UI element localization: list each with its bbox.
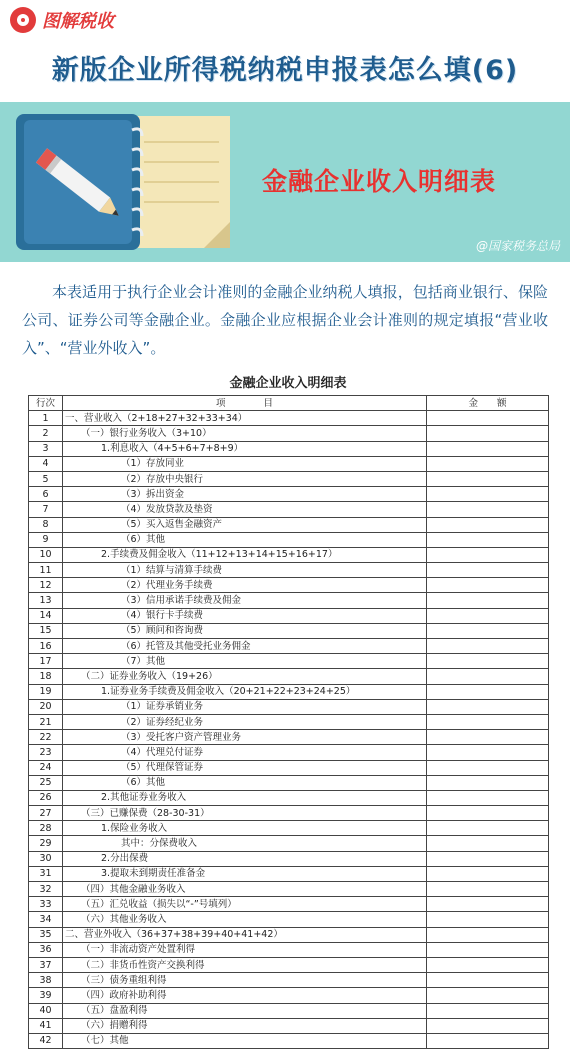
row-item: （四）其他金融业务收入 (63, 882, 427, 897)
row-amount (427, 487, 549, 502)
table-row (29, 806, 549, 821)
table-row (29, 957, 549, 972)
row-amount (427, 1003, 549, 1018)
row-number: 41 (29, 1018, 63, 1033)
row-amount (427, 730, 549, 745)
row-amount (427, 957, 549, 972)
row-item: （5）顾问和咨询费 (63, 623, 427, 638)
row-number: 6 (29, 487, 63, 502)
logo (10, 7, 114, 33)
row-number: 34 (29, 912, 63, 927)
row-number: 1 (29, 411, 63, 426)
table-row (29, 714, 549, 729)
table-row (29, 563, 549, 578)
table-body (29, 411, 549, 1049)
row-number: 17 (29, 654, 63, 669)
banner-credit: @国家税务总局 (475, 239, 560, 253)
row-number: 9 (29, 532, 63, 547)
row-amount (427, 441, 549, 456)
row-item: （一）银行业务收入（3+10） (63, 426, 427, 441)
top-bar (0, 0, 570, 42)
row-number: 8 (29, 517, 63, 532)
table-row (29, 593, 549, 608)
table-row (29, 639, 549, 654)
table-row (29, 578, 549, 593)
row-item: 其中：分保费收入 (63, 836, 427, 851)
row-item: （五）盘盈利得 (63, 1003, 427, 1018)
row-number: 5 (29, 471, 63, 486)
row-number: 2 (29, 426, 63, 441)
notebook-pencil-icon (14, 112, 234, 252)
row-item: （2）证券经纪业务 (63, 714, 427, 729)
row-item: （6）其他 (63, 532, 427, 547)
row-number: 13 (29, 593, 63, 608)
row-item: （三）已赚保费（28-30-31） (63, 806, 427, 821)
row-number: 40 (29, 1003, 63, 1018)
row-number: 15 (29, 623, 63, 638)
row-amount (427, 471, 549, 486)
row-amount (427, 851, 549, 866)
logo-circle-icon (10, 7, 36, 33)
row-item: 3.提取未到期责任准备金 (63, 866, 427, 881)
row-amount (427, 942, 549, 957)
row-amount (427, 1018, 549, 1033)
row-number: 28 (29, 821, 63, 836)
row-amount (427, 669, 549, 684)
row-amount (427, 1033, 549, 1048)
table-row (29, 821, 549, 836)
row-amount (427, 699, 549, 714)
table-row (29, 988, 549, 1003)
row-item: （1）结算与清算手续费 (63, 563, 427, 578)
row-item: （3）信用承诺手续费及佣金 (63, 593, 427, 608)
banner-subtitle: 金融企业收入明细表 (262, 167, 497, 196)
row-amount (427, 806, 549, 821)
row-number: 36 (29, 942, 63, 957)
row-amount (427, 623, 549, 638)
logo-text: 图解税收 (42, 11, 114, 32)
row-amount (427, 411, 549, 426)
row-item: （三）债务重组利得 (63, 973, 427, 988)
table-header-row (29, 396, 549, 411)
row-item: （四）政府补助利得 (63, 988, 427, 1003)
row-number: 3 (29, 441, 63, 456)
banner (0, 102, 570, 262)
table-row (29, 790, 549, 805)
row-number: 16 (29, 639, 63, 654)
table-row (29, 927, 549, 942)
row-amount (427, 517, 549, 532)
row-number: 20 (29, 699, 63, 714)
row-number: 33 (29, 897, 63, 912)
row-amount (427, 684, 549, 699)
table-row (29, 1018, 549, 1033)
row-number: 7 (29, 502, 63, 517)
row-amount (427, 578, 549, 593)
row-item: （七）其他 (63, 1033, 427, 1048)
row-number: 22 (29, 730, 63, 745)
row-item: 2.分出保费 (63, 851, 427, 866)
row-amount (427, 745, 549, 760)
row-item: （2）代理业务手续费 (63, 578, 427, 593)
row-amount (427, 912, 549, 927)
row-amount (427, 547, 549, 562)
row-item: （2）存放中央银行 (63, 471, 427, 486)
row-item: （5）代理保管证券 (63, 760, 427, 775)
table-row (29, 623, 549, 638)
row-number: 21 (29, 714, 63, 729)
row-number: 31 (29, 866, 63, 881)
row-amount (427, 836, 549, 851)
row-item: （4）代理兑付证券 (63, 745, 427, 760)
row-amount (427, 532, 549, 547)
header-item: 项 目 (63, 396, 427, 411)
table-row (29, 684, 549, 699)
row-amount (427, 973, 549, 988)
row-amount (427, 897, 549, 912)
page-title: 新版企业所得税纳税申报表怎么填(6) (51, 55, 519, 86)
table-row (29, 669, 549, 684)
row-amount (427, 866, 549, 881)
row-item: （一）非流动资产处置利得 (63, 942, 427, 957)
row-item: 2.手续费及佣金收入（11+12+13+14+15+16+17） (63, 547, 427, 562)
row-item: 2.其他证券业务收入 (63, 790, 427, 805)
row-item: （6）其他 (63, 775, 427, 790)
row-number: 42 (29, 1033, 63, 1048)
row-amount (427, 456, 549, 471)
income-table (28, 395, 549, 1049)
row-item: （六）其他业务收入 (63, 912, 427, 927)
table-row (29, 1033, 549, 1048)
row-number: 24 (29, 760, 63, 775)
table-row (29, 654, 549, 669)
row-amount (427, 639, 549, 654)
row-number: 29 (29, 836, 63, 851)
row-amount (427, 790, 549, 805)
row-item: （4）银行卡手续费 (63, 608, 427, 623)
row-item: （二）非货币性资产交换利得 (63, 957, 427, 972)
table-row (29, 441, 549, 456)
intro-paragraph: 本表适用于执行企业会计准则的金融企业纳税人填报，包括商业银行、保险公司、证券公司等金融企业。金融企业应根据企业会计准则的规定填报“营业收入”、“营业外收入”。 (22, 283, 548, 357)
income-table-section (28, 372, 548, 1049)
row-amount (427, 821, 549, 836)
table-row (29, 775, 549, 790)
row-amount (427, 760, 549, 775)
table-row (29, 973, 549, 988)
row-amount (427, 593, 549, 608)
table-row (29, 730, 549, 745)
row-amount (427, 608, 549, 623)
table-row (29, 456, 549, 471)
row-item: 一、营业收入（2+18+27+32+33+34） (63, 411, 427, 426)
row-item: 1.保险业务收入 (63, 821, 427, 836)
row-item: （4）发放贷款及垫资 (63, 502, 427, 517)
table-row (29, 517, 549, 532)
row-amount (427, 563, 549, 578)
row-item: （1）证券承销业务 (63, 699, 427, 714)
table-row (29, 411, 549, 426)
row-item: （3）拆出资金 (63, 487, 427, 502)
row-number: 35 (29, 927, 63, 942)
table-row (29, 502, 549, 517)
row-number: 25 (29, 775, 63, 790)
row-item: 1.利息收入（4+5+6+7+8+9） (63, 441, 427, 456)
table-row (29, 942, 549, 957)
row-item: 二、营业外收入（36+37+38+39+40+41+42） (63, 927, 427, 942)
row-amount (427, 502, 549, 517)
table-row (29, 760, 549, 775)
row-item: 1.证券业务手续费及佣金收入（20+21+22+23+24+25） (63, 684, 427, 699)
table-row (29, 836, 549, 851)
row-item: （6）托管及其他受托业务佣金 (63, 639, 427, 654)
table-row (29, 851, 549, 866)
table-row (29, 699, 549, 714)
row-number: 27 (29, 806, 63, 821)
row-number: 32 (29, 882, 63, 897)
table-row (29, 487, 549, 502)
row-number: 14 (29, 608, 63, 623)
row-number: 11 (29, 563, 63, 578)
table-row (29, 426, 549, 441)
table-title: 金融企业收入明细表 (229, 376, 347, 391)
row-number: 10 (29, 547, 63, 562)
table-row (29, 1003, 549, 1018)
row-amount (427, 775, 549, 790)
row-amount (427, 882, 549, 897)
row-number: 39 (29, 988, 63, 1003)
header-row-no: 行次 (29, 396, 63, 411)
table-row (29, 882, 549, 897)
row-item: （1）存放同业 (63, 456, 427, 471)
row-item: （五）汇兑收益（损失以“-”号填列） (63, 897, 427, 912)
row-amount (427, 654, 549, 669)
row-item: （5）买入返售金融资产 (63, 517, 427, 532)
table-row (29, 745, 549, 760)
table-row (29, 897, 549, 912)
row-number: 38 (29, 973, 63, 988)
row-number: 18 (29, 669, 63, 684)
table-row (29, 471, 549, 486)
table-row (29, 866, 549, 881)
title-band (0, 42, 570, 102)
row-number: 30 (29, 851, 63, 866)
header-amount: 金 额 (427, 396, 549, 411)
row-amount (427, 927, 549, 942)
row-amount (427, 714, 549, 729)
table-row (29, 912, 549, 927)
row-number: 19 (29, 684, 63, 699)
row-number: 26 (29, 790, 63, 805)
row-item: （六）捐赠利得 (63, 1018, 427, 1033)
table-row (29, 532, 549, 547)
row-number: 12 (29, 578, 63, 593)
table-row (29, 608, 549, 623)
row-number: 23 (29, 745, 63, 760)
row-item: （7）其他 (63, 654, 427, 669)
row-number: 37 (29, 957, 63, 972)
row-amount (427, 426, 549, 441)
table-row (29, 547, 549, 562)
row-item: （3）受托客户资产管理业务 (63, 730, 427, 745)
row-item: （二）证券业务收入（19+26） (63, 669, 427, 684)
row-number: 4 (29, 456, 63, 471)
row-amount (427, 988, 549, 1003)
